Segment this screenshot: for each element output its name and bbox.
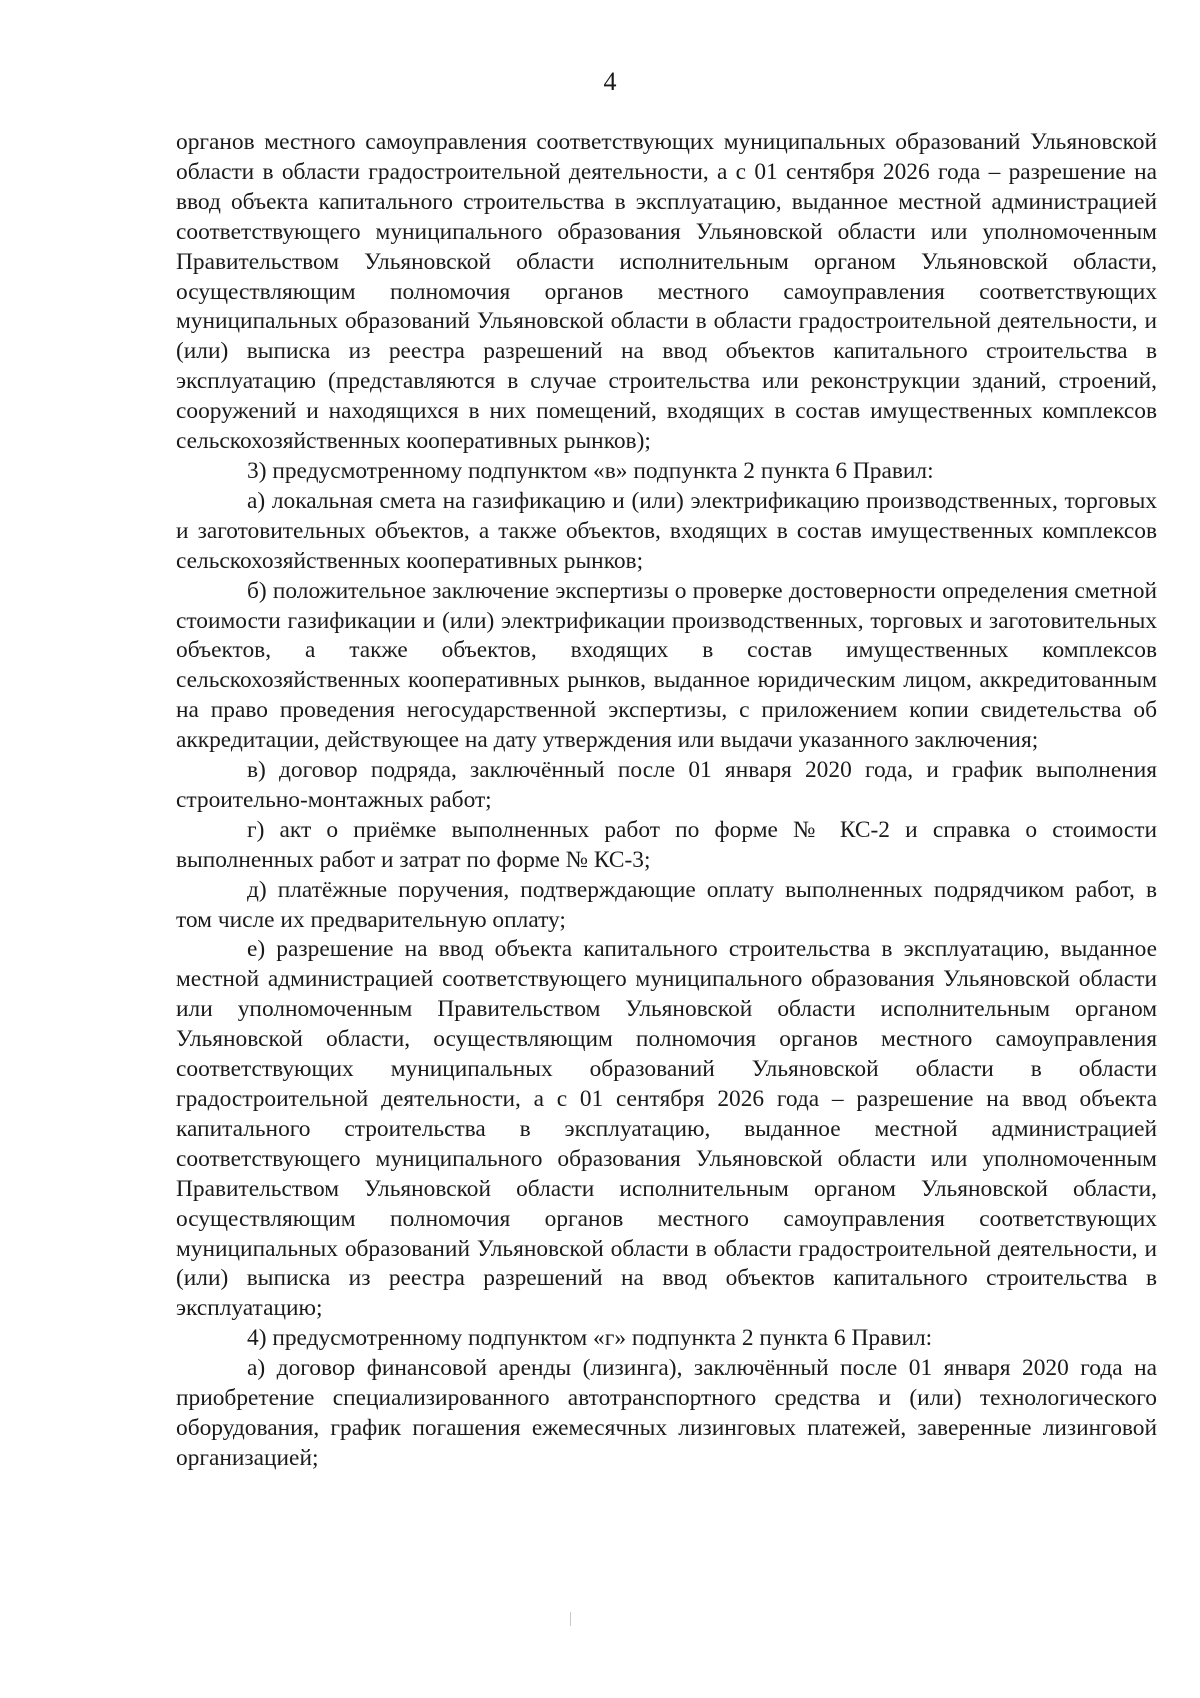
paragraph-item-3d: д) платёжные поручения, подтверждающие оплату выполненных подрядчиком работ, в том числе их предварительную оплату; bbox=[176, 876, 1157, 933]
paragraph-item-3a: а) локальная смета на газификацию и (или) электрификацию производственных, торговых и заготовительных объектов, а также объектов, входящих в состав имущественных комплексов сельскохозяйственных кооперативных рынков; bbox=[176, 487, 1157, 574]
paragraph-item-3g: г) акт о приёмке выполненных работ по форме № КС-2 и справка о стоимости выполненных работ и затрат по форме № КС-3; bbox=[176, 816, 1157, 873]
page-number: 4 bbox=[603, 67, 617, 96]
paragraph-item-3b: б) положительное заключение экспертизы о проверке достоверности определения сметной стоимости газификации и (или) электрификации производственных, торговых и заготовительных объектов, а также объектов, входящих в состав имущественных комплексов сельскохозяйственных кооперативных рынков, выданное юридическим лицом, аккредитованным на право проведения негосударственной экспертизы, с приложением копии свидетельства об аккредитации, действующее на дату утверждения или выдачи указанного заключения; bbox=[176, 577, 1157, 754]
paragraph-item-4a: а) договор финансовой аренды (лизинга), заключённый после 01 января 2020 года на приобретение специализированного автотранспортного средства и (или) технологического оборудования, график погашения ежемесячных лизинговых платежей, заверенные лизинговой организацией; bbox=[176, 1355, 1157, 1471]
paragraph-item-3: 3) предусмотренному подпунктом «в» подпункта 2 пункта 6 Правил: bbox=[247, 457, 934, 484]
paragraph-item-3v: в) договор подряда, заключённый после 01 января 2020 года, и график выполнения строительно-монтажных работ; bbox=[176, 757, 1157, 813]
document-body bbox=[176, 128, 1157, 1474]
paragraph-item-3e: е) разрешение на ввод объекта капитального строительства в эксплуатацию, выданное местной администрацией соответствующего муниципального образования Ульяновской области или уполномоченным Правительством Ульяновской области исполнительным органом Ульяновской области, осуществляющим полномочия органов местного самоуправления соответствующих муниципальных образований Ульяновской области в области градостроительной деятельности, а с 01 сентября 2026 года – разрешение на ввод объекта капитального строительства в эксплуатацию, выданное местной администрацией соответствующего муниципального образования Ульяновской области или уполномоченным Правительством Ульяновской области исполнительным органом Ульяновской области, осуществляющим полномочия органов местного самоуправления соответствующих муниципальных образований Ульяновской области в области градостроительной деятельности, и (или) выписка из реестра разрешений на ввод объектов капитального строительства в эксплуатацию; bbox=[176, 936, 1157, 1322]
paragraph-continuation: органов местного самоуправления соответствующих муниципальных образований Ульяновской области в области градостроительной деятельности, а с 01 сентября 2026 года – разрешение на ввод объекта капитального строительства в эксплуатацию, выданное местной администрацией соответствующего муниципального образования Ульяновской области или уполномоченным Правительством Ульяновской области исполнительным органом Ульяновской области, осуществляющим полномочия органов местного самоуправления соответствующих муниципальных образований Ульяновской области в области градостроительной деятельности, и (или) выписка из реестра разрешений на ввод объектов капитального строительства в эксплуатацию (представляются в случае строительства или реконструкции зданий, строений, сооружений и находящихся в них помещений, входящих в состав имущественных комплексов сельскохозяйственных кооперативных рынков); bbox=[176, 129, 1157, 455]
paragraph-item-4: 4) предусмотренному подпунктом «г» подпункта 2 пункта 6 Правил: bbox=[247, 1325, 933, 1352]
scan-artifact bbox=[570, 1612, 571, 1626]
